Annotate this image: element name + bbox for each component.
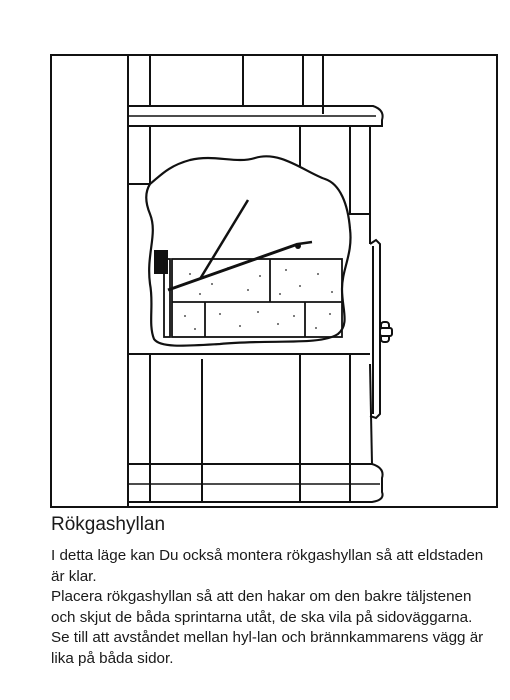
rear-soapstone <box>154 250 168 274</box>
stove-illustration <box>50 54 498 509</box>
cutaway-opening <box>146 156 350 345</box>
paragraph-2: Placera rökgashyllan så att den hakar om den bakre täljstenen och skjut de båda sprintarna utåt, de ska vila på sidoväggarna. Se till att avståndet mellan hyl-lan och brännkammarens vägg är lika på båda sidor. <box>51 588 484 667</box>
instruction-text <box>51 546 491 669</box>
shelf-pin-icon <box>295 243 301 249</box>
section-title: Rökgashyllan <box>51 514 166 535</box>
stove-cutaway-drawing <box>50 54 498 509</box>
door-handle-icon <box>380 322 392 342</box>
paragraph-1: I detta läge kan Du också montera rökgashyllan så att eldstaden är klar. <box>51 547 484 585</box>
